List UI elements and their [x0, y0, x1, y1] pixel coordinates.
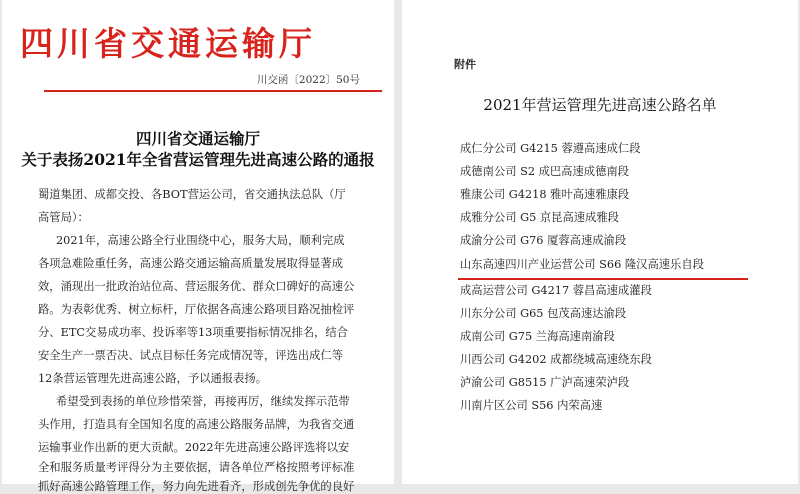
list-item: 成渝分公司 G76 厦蓉高速成渝段 — [460, 234, 627, 247]
paragraph-2-line: 头作用，打造具有全国知名度的高速公路服务品牌，为我省交通 — [38, 418, 355, 431]
document-number: 川交函〔2022〕50号 — [256, 74, 360, 86]
list-item: 成高运营公司 G4217 蓉昌高速成灌段 — [460, 284, 652, 297]
recipients-line-1: 蜀道集团、成都交投、各BOT营运公司，省交通执法总队（厅 — [38, 188, 346, 201]
paragraph-1-line: 分、ETC交易成功率、投诉率等13项重要指标情况排名，结合 — [38, 326, 348, 339]
paragraph-1-line: 路。为表彰优秀、树立标杆，厅依据各高速公路项目路况抽检评 — [38, 303, 355, 316]
paragraph-2-line: 抓好高速公路管理工作，努力向先进看齐，形成创先争优的良好 — [38, 480, 355, 493]
list-item: 成南公司 G75 兰海高速南渝段 — [460, 330, 615, 343]
paragraph-1-line: 2021年，高速公路全行业围绕中心，服务大局，顺利完成 — [56, 234, 345, 247]
list-item: 成雅分公司 G5 京昆高速成雅段 — [460, 211, 619, 224]
list-item: 成仁分公司 G4215 蓉遵高速成仁段 — [460, 142, 641, 155]
org-red-header: 四川省交通运输厅 — [20, 24, 316, 63]
list-item-highlighted: 山东高速四川产业运营公司 S66 隆汉高速乐自段 — [460, 258, 704, 271]
list-title: 2021年营运管理先进高速公路名单 — [483, 96, 717, 114]
list-item: 川东分公司 G65 包茂高速达渝段 — [460, 307, 627, 320]
paragraph-1-line: 12条营运管理先进高速公路，予以通报表扬。 — [38, 372, 268, 385]
list-item: 雅康公司 G4218 雅叶高速雅康段 — [460, 188, 630, 201]
recipients-line-2: 高管局）： — [38, 211, 89, 224]
paragraph-2-line: 运输事业作出新的更大贡献。2022年先进高速公路评选将以安 — [38, 441, 350, 454]
notice-title-line-1: 四川省交通运输厅 — [135, 129, 260, 148]
list-item: 川南片区公司 S56 内荣高速 — [460, 399, 603, 412]
attachment-page — [402, 0, 798, 484]
list-item: 成德南公司 S2 成巴高速成德南段 — [460, 165, 629, 178]
paragraph-1-line: 各项急难险重任务，高速公路交通运输高质量发展取得显著成 — [38, 257, 344, 270]
paragraph-2-line: 希望受到表扬的单位珍惜荣誉，再接再厉，继续发挥示范带 — [56, 395, 350, 408]
list-item: 泸渝公司 G8515 广泸高速荣泸段 — [460, 376, 630, 389]
notice-page — [2, 0, 394, 493]
paragraph-2-line: 全和服务质量考评得分为主要依据，请各单位严格按照考评标准 — [38, 461, 355, 474]
notice-title-line-2: 关于表扬2021年全省营运管理先进高速公路的通报 — [21, 150, 375, 169]
paragraph-1-line: 安全生产一票否决、试点目标任务完成情况等，评选出成仁等 — [38, 349, 344, 362]
list-item: 川西公司 G4202 成都绕城高速绕东段 — [460, 353, 652, 366]
red-divider-line — [44, 90, 382, 92]
paragraph-1-line: 效，涌现出一批政治站位高、营运服务优、群众口碑好的高速公 — [38, 280, 355, 293]
attachment-label: 附件 — [454, 58, 476, 71]
highlight-underline — [458, 278, 748, 280]
